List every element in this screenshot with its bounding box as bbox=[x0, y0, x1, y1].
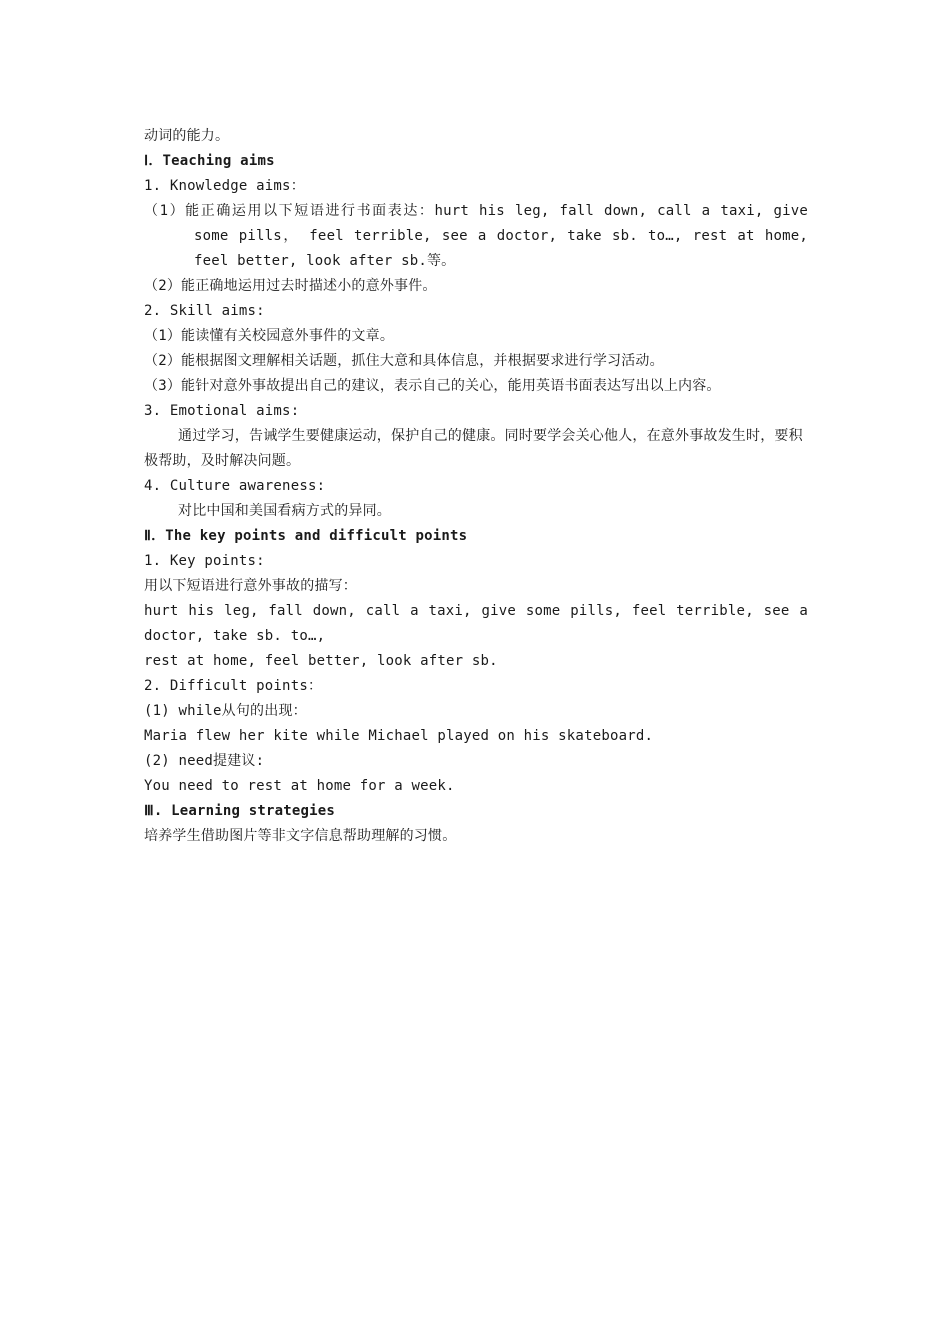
difficult-point-2-title: (2) need提建议: bbox=[144, 753, 265, 769]
skill-aims-item-2: （2）能根据图文理解相关话题，抓住大意和具体信息，并根据要求进行学习活动。 bbox=[144, 353, 664, 369]
emotional-aims-body: 通过学习，告诫学生要健康运动，保护自己的健康。同时要学会关心他人，在意外事故发生时，要积极帮助，及时解决问题。 bbox=[144, 428, 803, 469]
key-points-phrases-line-2: doctor, take sb. to…, bbox=[144, 628, 326, 644]
difficult-point-1-example: Maria flew her kite while Michael played on his skateboard. bbox=[144, 728, 654, 744]
skill-aims-item-1: （1）能读懂有关校园意外事件的文章。 bbox=[144, 328, 395, 344]
section-heading-learning-strategies: Ⅲ. Learning strategies bbox=[144, 803, 336, 819]
emotional-aims-title: 3. Emotional aims: bbox=[144, 403, 300, 419]
skill-aims-title: 2. Skill aims: bbox=[144, 303, 265, 319]
key-points-phrases-line-3: rest at home, feel better, look after sb. bbox=[144, 653, 498, 669]
knowledge-aims-item-1: （1）能正确运用以下短语进行书面表达：hurt his leg, fall down, call a taxi, give some pills， feel terrible, see a doctor, take sb. to…, rest at home, feel better, look after sb.等。 bbox=[144, 203, 808, 269]
difficult-point-2-example: You need to rest at home for a week. bbox=[144, 778, 455, 794]
skill-aims-item-3: （3）能针对意外事故提出自己的建议，表示自己的关心，能用英语书面表达写出以上内容。 bbox=[144, 378, 721, 394]
key-points-intro: 用以下短语进行意外事故的描写： bbox=[144, 578, 357, 594]
key-points-phrases-line-1: hurt his leg, fall down, call a taxi, give some pills, feel terrible, see a bbox=[144, 603, 808, 619]
intro-line: 动词的能力。 bbox=[144, 128, 230, 144]
section-heading-teaching-aims: Ⅰ．Teaching aims bbox=[144, 153, 275, 169]
difficult-point-1-title: (1) while从句的出现： bbox=[144, 703, 307, 719]
section-heading-key-points: Ⅱ．The key points and difficult points bbox=[144, 528, 468, 544]
learning-strategies-body: 培养学生借助图片等非文字信息帮助理解的习惯。 bbox=[144, 828, 457, 844]
key-points-title: 1. Key points: bbox=[144, 553, 265, 569]
culture-awareness-body: 对比中国和美国看病方式的异同。 bbox=[178, 503, 391, 519]
document-page bbox=[144, 124, 808, 849]
difficult-points-title: 2. Difficult points： bbox=[144, 678, 323, 694]
knowledge-aims-item-2: （2）能正确地运用过去时描述小的意外事件。 bbox=[144, 278, 437, 294]
culture-awareness-title: 4. Culture awareness: bbox=[144, 478, 326, 494]
knowledge-aims-title: 1. Knowledge aims： bbox=[144, 178, 305, 194]
